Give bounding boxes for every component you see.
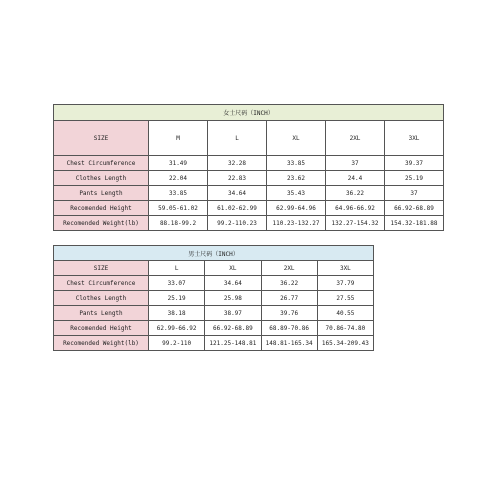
table-cell: 99.2-110 bbox=[149, 336, 205, 351]
table-cell: 38.18 bbox=[149, 306, 205, 321]
women-size-table bbox=[53, 104, 444, 231]
size-column-header: L bbox=[149, 261, 205, 276]
table-row bbox=[54, 321, 374, 336]
table-cell: 34.64 bbox=[205, 276, 261, 291]
size-column-header: 2XL bbox=[261, 261, 317, 276]
table-cell: 36.22 bbox=[261, 276, 317, 291]
table-row bbox=[54, 201, 444, 216]
size-column-header: 3XL bbox=[317, 261, 373, 276]
row-label: Chest Circumference bbox=[54, 276, 149, 291]
women-table-title: 女士尺码（INCH） bbox=[54, 105, 444, 121]
table-cell: 59.05-61.02 bbox=[149, 201, 208, 216]
table-cell: 24.4 bbox=[326, 171, 385, 186]
row-label: Clothes Length bbox=[54, 171, 149, 186]
table-row bbox=[54, 306, 374, 321]
table-cell: 70.86-74.80 bbox=[317, 321, 373, 336]
row-label: Recomended Height bbox=[54, 321, 149, 336]
row-label: Chest Circumference bbox=[54, 156, 149, 171]
table-cell: 132.27-154.32 bbox=[326, 216, 385, 231]
table-cell: 25.19 bbox=[385, 171, 444, 186]
table-cell: 37 bbox=[326, 156, 385, 171]
table-cell: 154.32-181.88 bbox=[385, 216, 444, 231]
men-size-header-row bbox=[54, 261, 374, 276]
table-cell: 64.96-66.92 bbox=[326, 201, 385, 216]
table-cell: 26.77 bbox=[261, 291, 317, 306]
table-cell: 32.28 bbox=[208, 156, 267, 171]
row-label: Recomended Weight(lb) bbox=[54, 216, 149, 231]
table-cell: 33.85 bbox=[267, 156, 326, 171]
table-row bbox=[54, 276, 374, 291]
table-cell: 62.99-64.96 bbox=[267, 201, 326, 216]
row-label: Pants Length bbox=[54, 186, 149, 201]
size-column-header: XL bbox=[267, 121, 326, 156]
table-cell: 39.76 bbox=[261, 306, 317, 321]
table-cell: 23.62 bbox=[267, 171, 326, 186]
size-header-cell: SIZE bbox=[54, 261, 149, 276]
row-label: Clothes Length bbox=[54, 291, 149, 306]
table-row bbox=[54, 291, 374, 306]
table-cell: 37.79 bbox=[317, 276, 373, 291]
size-column-header: L bbox=[208, 121, 267, 156]
table-cell: 25.98 bbox=[205, 291, 261, 306]
table-cell: 148.81-165.34 bbox=[261, 336, 317, 351]
table-row bbox=[54, 216, 444, 231]
table-cell: 121.25-148.81 bbox=[205, 336, 261, 351]
table-cell: 88.18-99.2 bbox=[149, 216, 208, 231]
table-cell: 35.43 bbox=[267, 186, 326, 201]
table-cell: 33.07 bbox=[149, 276, 205, 291]
table-cell: 66.92-68.89 bbox=[385, 201, 444, 216]
table-row bbox=[54, 171, 444, 186]
size-header-cell: SIZE bbox=[54, 121, 149, 156]
size-column-header: M bbox=[149, 121, 208, 156]
table-cell: 22.04 bbox=[149, 171, 208, 186]
size-column-header: 3XL bbox=[385, 121, 444, 156]
table-row bbox=[54, 156, 444, 171]
table-cell: 99.2-110.23 bbox=[208, 216, 267, 231]
table-cell: 37 bbox=[385, 186, 444, 201]
table-cell: 68.89-70.86 bbox=[261, 321, 317, 336]
table-row bbox=[54, 336, 374, 351]
table-cell: 40.55 bbox=[317, 306, 373, 321]
women-title-row bbox=[54, 105, 444, 121]
table-cell: 66.92-68.89 bbox=[205, 321, 261, 336]
table-cell: 36.22 bbox=[326, 186, 385, 201]
table-cell: 39.37 bbox=[385, 156, 444, 171]
table-cell: 61.02-62.99 bbox=[208, 201, 267, 216]
size-column-header: 2XL bbox=[326, 121, 385, 156]
table-cell: 25.19 bbox=[149, 291, 205, 306]
men-size-table bbox=[53, 245, 374, 351]
size-column-header: XL bbox=[205, 261, 261, 276]
women-size-header-row bbox=[54, 121, 444, 156]
table-cell: 22.83 bbox=[208, 171, 267, 186]
table-cell: 33.85 bbox=[149, 186, 208, 201]
table-cell: 34.64 bbox=[208, 186, 267, 201]
table-cell: 27.55 bbox=[317, 291, 373, 306]
table-cell: 38.97 bbox=[205, 306, 261, 321]
row-label: Recomended Height bbox=[54, 201, 149, 216]
table-row bbox=[54, 186, 444, 201]
row-label: Pants Length bbox=[54, 306, 149, 321]
table-cell: 165.34-209.43 bbox=[317, 336, 373, 351]
men-table-title: 男士尺码（INCH） bbox=[54, 246, 374, 261]
row-label: Recomended Weight(lb) bbox=[54, 336, 149, 351]
table-cell: 110.23-132.27 bbox=[267, 216, 326, 231]
men-title-row bbox=[54, 246, 374, 261]
table-cell: 31.49 bbox=[149, 156, 208, 171]
table-cell: 62.99-66.92 bbox=[149, 321, 205, 336]
